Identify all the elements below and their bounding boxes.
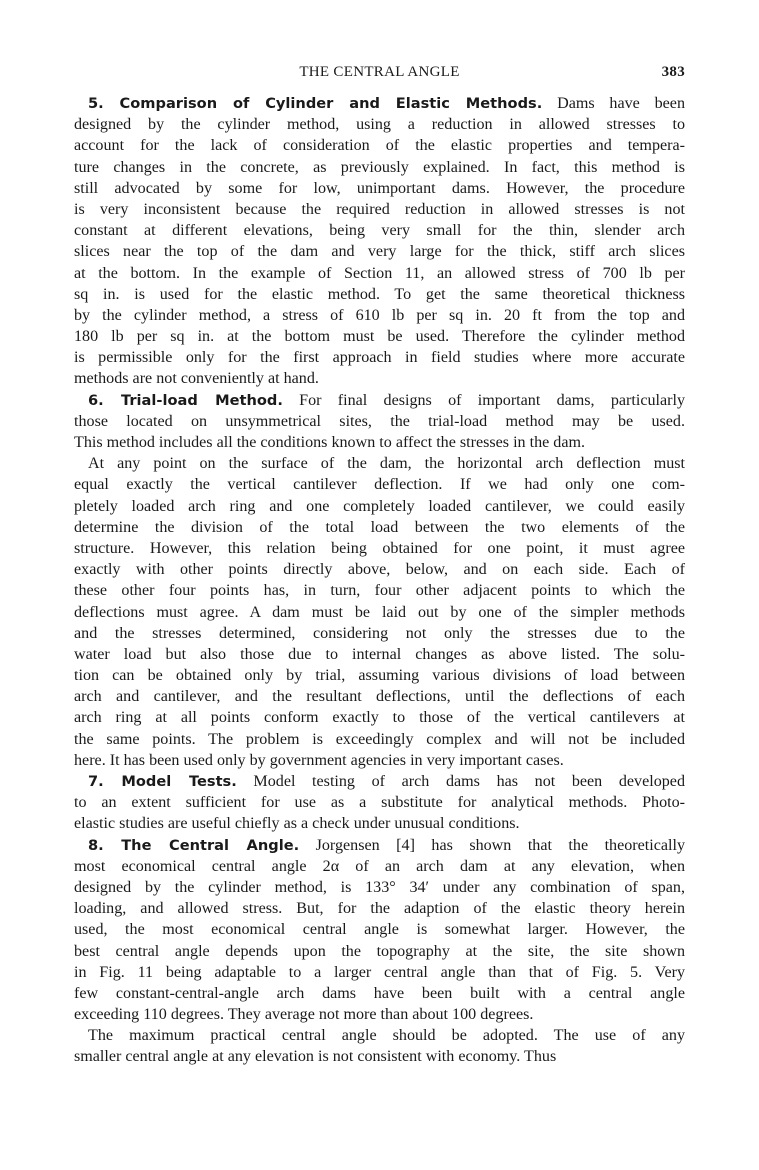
text-line: account for the lack of consideration of the elastic properties and tempera- — [74, 137, 685, 155]
text-line: exactly with other points directly above, below, and on each side. Each of — [74, 561, 685, 579]
paragraph — [74, 1025, 685, 1067]
text-line: few constant-central-angle arch dams have been built with a central angle — [74, 984, 685, 1002]
text-line: in Fig. 11 being adaptable to a larger central angle than that of Fig. 5. Very — [74, 963, 685, 981]
text-line — [74, 771, 685, 792]
text-line: methods are not conveniently at hand. — [74, 370, 319, 388]
text-line: by the cylinder method, a stress of 610 lb per sq in. 20 ft from the top and — [74, 306, 685, 324]
text-line: here. It has been used only by government agencies in very important cases. — [74, 751, 564, 769]
text-line: best central angle depends upon the topography at the site, the site shown — [74, 942, 685, 960]
line-text: Jorgensen [4] has shown that the theoretically — [299, 836, 686, 854]
text-line: to an extent sufficient for use as a substitute for analytical methods. Photo- — [74, 794, 685, 812]
text-line: constant at different elevations, being very small for the thin, slender arch — [74, 222, 685, 240]
text-line: is permissible only for the first approach in field studies where more accurate — [74, 349, 685, 367]
section-heading: 6. Trial-load Method. — [88, 391, 283, 409]
running-head: THE CENTRAL ANGLE — [299, 64, 460, 80]
text-line — [74, 835, 685, 856]
text-line: slices near the top of the dam and very large for the thick, stiff arch slices — [74, 243, 685, 261]
text-line: arch and cantilever, and the resultant deflections, until the deflections of each — [74, 688, 685, 706]
text-line: the same points. The problem is exceedingly complex and will not be included — [74, 730, 685, 748]
text-line: This method includes all the conditions known to affect the stresses in the dam. — [74, 434, 586, 451]
text-line — [74, 93, 685, 114]
text-line: is very inconsistent because the required reduction in allowed stresses is not — [74, 200, 685, 218]
text-line: structure. However, this relation being obtained for one point, it must agree — [74, 539, 685, 557]
text-line: deflections must agree. A dam must be laid out by one of the simpler methods — [74, 603, 685, 621]
text-line: determine the division of the total load between the two elements of the — [74, 518, 685, 536]
text-line: 180 lb per sq in. at the bottom must be used. Therefore the cylinder method — [74, 328, 685, 346]
text-line: equal exactly the vertical cantilever deflection. If we had only one com- — [74, 476, 685, 494]
text-line: tion can be obtained only by trial, assuming various divisions of load between — [74, 667, 685, 685]
page-number: 383 — [661, 64, 685, 80]
text-line: elastic studies are useful chiefly as a check under unusual conditions. — [74, 815, 520, 833]
paragraph — [74, 453, 685, 771]
text-line: The maximum practical central angle should be adopted. The use of any — [88, 1027, 685, 1045]
text-line: arch ring at all points conform exactly to those of the vertical cantilevers at — [74, 709, 685, 727]
text-line: water load but also those due to internal changes as above listed. The solu- — [74, 645, 685, 663]
paragraph — [74, 771, 685, 835]
text-line: these other four points has, in turn, four other adjacent points to which the — [74, 582, 685, 600]
body-text — [74, 93, 685, 1068]
text-line: most economical central angle 2α of an arch dam at any elevation, when — [74, 857, 685, 875]
paragraph — [74, 390, 685, 454]
text-line: At any point on the surface of the dam, the horizontal arch deflection must — [88, 455, 685, 473]
page-header — [74, 64, 685, 86]
text-line: those located on unsymmetrical sites, the trial-load method may be used. — [74, 412, 685, 430]
text-line: designed by the cylinder method, is 133° 34′ under any combination of span, — [74, 878, 685, 896]
text-line: pletely loaded arch ring and one completely loaded cantilever, we could easily — [74, 497, 685, 515]
text-line: used, the most economical central angle is somewhat larger. However, the — [74, 921, 685, 939]
text-line: at the bottom. In the example of Section 11, an allowed stress of 700 lb per — [74, 264, 685, 282]
text-line: loading, and allowed stress. But, for the adaption of the elastic theory herein — [74, 900, 685, 918]
paragraph — [74, 93, 685, 390]
section-heading: 8. The Central Angle. — [88, 836, 300, 854]
text-line: still advocated by some for low, unimportant dams. However, the procedure — [74, 179, 685, 197]
text-line: sq in. is used for the elastic method. To get the same theoretical thickness — [74, 285, 685, 303]
text-line: exceeding 110 degrees. They average not more than about 100 degrees. — [74, 1006, 534, 1024]
section-heading: 7. Model Tests. — [88, 773, 237, 790]
text-line: designed by the cylinder method, using a reduction in allowed stresses to — [74, 116, 685, 134]
text-line — [74, 390, 685, 411]
line-text: Dams have been — [542, 95, 685, 112]
line-text: Model testing of arch dams has not been developed — [236, 773, 685, 790]
text-line: and the stresses determined, considering not only the stresses due to the — [74, 624, 685, 642]
text-line: smaller central angle at any elevation is not consistent with economy. Thus — [74, 1048, 557, 1066]
line-text: For final designs of important dams, particularly — [282, 391, 685, 409]
text-line: ture changes in the concrete, as previously explained. In fact, this method is — [74, 158, 685, 176]
paragraph — [74, 835, 685, 1026]
section-heading: 5. Comparison of Cylinder and Elastic Methods. — [88, 95, 543, 112]
